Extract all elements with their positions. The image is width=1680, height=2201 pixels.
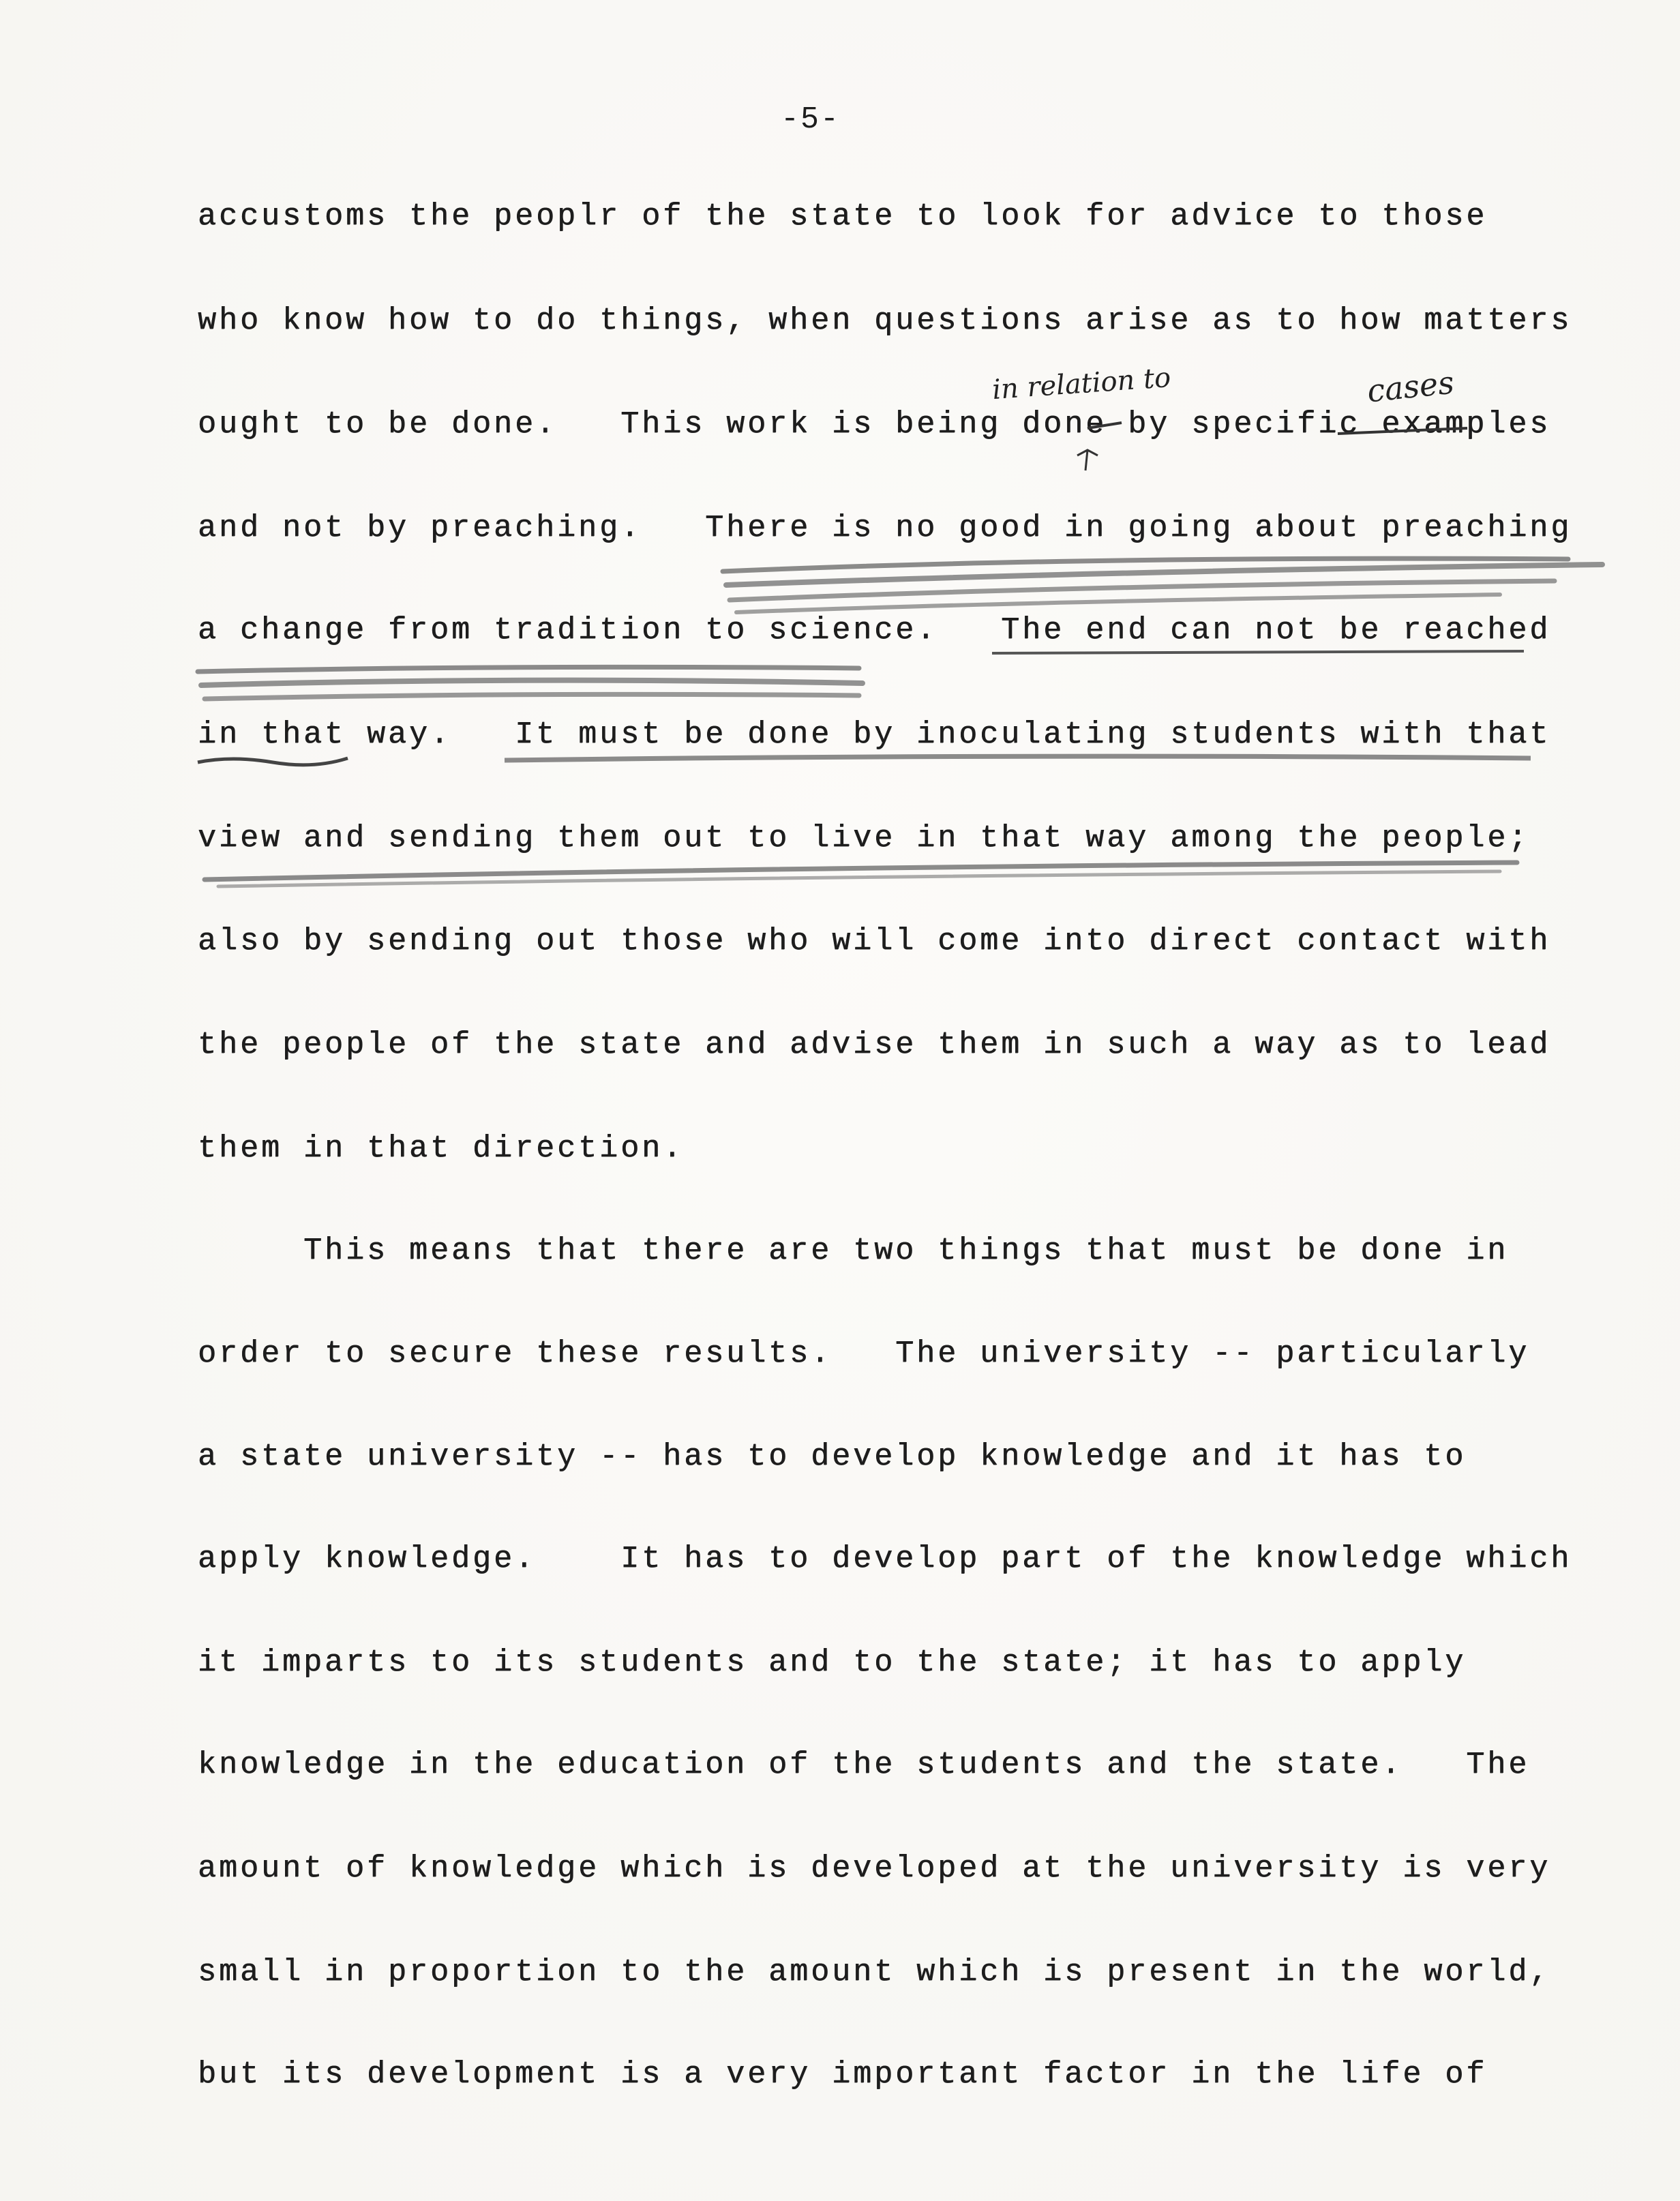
text-line-14: apply knowledge. It has to develop part of the knowledge which [198, 1542, 1572, 1576]
text-line-13: a state university -- has to develop knowledge and it has to [198, 1439, 1467, 1474]
underline-line-6 [505, 756, 1531, 760]
text-line-9: the people of the state and advise them in such a way as to lead [198, 1028, 1551, 1062]
text-line-6: in that way. It must be done by inoculating students with that [198, 717, 1551, 752]
text-line-11: This means that there are two things that must be done in [198, 1233, 1509, 1268]
text-line-18: small in proportion to the amount which is present in the world, [198, 1955, 1551, 1990]
handwritten-insertion-cases: cases [1365, 363, 1456, 410]
underline-group-line-7 [205, 863, 1517, 886]
text-line-17: amount of knowledge which is developed at the university is very [198, 1851, 1551, 1886]
text-line-3: ought to be done. This work is being done by specific examples [198, 407, 1551, 442]
insertion-caret [1077, 450, 1098, 470]
underline-end-reached [992, 651, 1524, 653]
text-line-4: and not by preaching. There is no good in going about preaching [198, 511, 1572, 545]
text-line-19: but its development is a very important factor in the life of [198, 2057, 1488, 2092]
text-line-2: who know how to do things, when questions arise as to how matters [198, 303, 1572, 338]
underline-group-line-5 [198, 667, 862, 699]
text-line-5: a change from tradition to science. The end can not be reached [198, 613, 1551, 648]
text-line-10: them in that direction. [198, 1131, 685, 1166]
text-line-16: knowledge in the education of the students and the state. The [198, 1748, 1530, 1782]
text-line-15: it imparts to its students and to the state; it has to apply [198, 1645, 1467, 1680]
underline-in-that-way [198, 758, 348, 765]
text-line-7: view and sending them out to live in that way among the people; [198, 821, 1530, 856]
handwritten-insertion-in-relation-to: in relation to [991, 361, 1172, 406]
underline-group-line-4 [723, 558, 1602, 612]
text-line-8: also by sending out those who will come into direct contact with [198, 924, 1551, 959]
text-line-1: accustoms the peoplr of the state to look for advice to those [198, 199, 1488, 234]
page-number: -5- [781, 102, 841, 137]
text-line-12: order to secure these results. The university -- particularly [198, 1336, 1530, 1371]
